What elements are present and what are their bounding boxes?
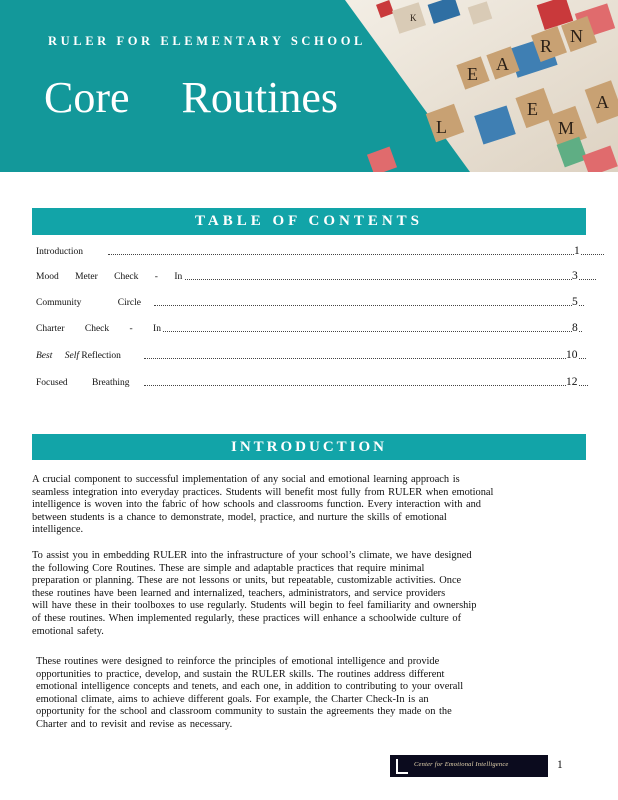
svg-text:A: A — [496, 54, 509, 74]
toc-page-number: 12 — [566, 376, 578, 388]
intro-p1-line: intelligence. — [32, 524, 84, 536]
svg-text:A: A — [596, 92, 609, 112]
toc-page-number: 5 — [572, 296, 578, 308]
intro-paragraph-1 — [32, 474, 564, 537]
intro-p1-line: A crucial component to successful implementation of any social and emotional learning approach is — [32, 474, 460, 485]
svg-text:R: R — [540, 36, 553, 56]
intro-p3-line: opportunities to practice, develop, and sustain the RULER skills. The routines address different — [36, 668, 445, 680]
logo-mark-icon — [396, 759, 408, 774]
title-word-1: Core — [44, 73, 130, 122]
intro-paragraph-3 — [36, 656, 542, 732]
toc-entry-community-circle[interactable] — [36, 298, 596, 312]
toc-leader — [144, 358, 586, 359]
toc-label: Introduction — [36, 247, 83, 257]
intro-p2-line: these routines have been learned and internalized, teachers, administrators, and service providers — [32, 587, 446, 599]
center-logo — [390, 755, 548, 777]
intro-p2-line: the following Core Routines. These are simple and adaptable practices that require minimal — [32, 562, 425, 574]
toc-label-italic: Best Self — [36, 351, 79, 361]
toc-label: Focused Breathing — [36, 378, 130, 388]
header-banner — [0, 0, 618, 172]
toc-leader — [154, 305, 584, 306]
toc-entry-charter-check-in[interactable] — [36, 324, 596, 338]
intro-p3-line: emotional climate, aims to achieve different goals. For example, the Charter Check-In is an — [36, 693, 429, 705]
page-number: 1 — [557, 759, 563, 771]
toc-label: Community Circle — [36, 298, 141, 308]
intro-paragraph-2 — [32, 550, 542, 638]
intro-p1-line: between students is a chance to demonstrate, model, practice, and nurture the skills of emotional — [32, 511, 447, 523]
toc-label: Charter Check - In — [36, 324, 161, 334]
intro-p1-line: intelligence is woven into the fabric of how schools and classrooms function. Every interaction with and — [32, 499, 481, 511]
svg-text:E: E — [527, 99, 538, 119]
page-title — [44, 72, 338, 123]
toc-page-number: 10 — [566, 349, 578, 361]
toc-label: Mood Meter Check - In — [36, 272, 183, 282]
toc-label — [36, 351, 123, 361]
toc-heading: TABLE OF CONTENTS — [32, 208, 586, 235]
intro-p1-line: seamless integration into everyday practices. Students will benefit most fully from RULER when emotional — [32, 486, 494, 498]
toc-page-number: 8 — [572, 322, 578, 334]
intro-p3-line: opportunity for the school and classroom community to sustain the agreements they made on the — [36, 706, 452, 718]
intro-p3-line: These routines were designed to reinforce the principles of emotional intelligence and provide — [36, 656, 440, 667]
introduction-heading: INTRODUCTION — [32, 434, 586, 460]
intro-p2-line: preparation or planning. These are not lessons or units, but repeatable, customizable activities. Once — [32, 575, 462, 587]
school-name: RULER FOR ELEMENTARY SCHOOL — [48, 34, 366, 48]
title-word-2: Routines — [181, 73, 338, 122]
intro-p3-line: emotional intelligence concepts and tenets, and each one, in addition to contributing to your overall — [36, 681, 464, 693]
toc-page-number: 1 — [574, 245, 580, 257]
toc-page-number: 3 — [572, 270, 578, 282]
svg-text:L: L — [436, 117, 447, 137]
logo-text: Center for Emotional Intelligence — [414, 761, 509, 768]
intro-p2-line: To assist you in embedding RULER into the infrastructure of your school’s climate, we have designed — [32, 550, 472, 561]
intro-p2-line: will have these in their toolboxes to use regularly. Students will begin to feel familiarity and ownership — [32, 600, 477, 612]
intro-p2-line: emotional safety. — [32, 625, 104, 637]
toc-entry-introduction[interactable] — [36, 247, 596, 261]
svg-text:N: N — [570, 26, 583, 46]
svg-text:E: E — [467, 64, 478, 84]
toc-leader — [136, 331, 582, 332]
toc-entry-mood-meter[interactable] — [36, 272, 596, 286]
svg-text:K: K — [410, 13, 417, 23]
svg-text:M: M — [558, 118, 575, 138]
toc-label-rest: Reflection — [78, 351, 121, 361]
intro-p3-line: Charter and to revisit and revise as necessary. — [36, 718, 233, 730]
intro-p2-line: of these routines. When implemented regularly, these practices will enhance a schoolwide culture of — [32, 612, 462, 624]
toc-leader — [144, 385, 588, 386]
toc-leader — [108, 254, 604, 255]
toc-entry-focused-breathing[interactable] — [36, 378, 596, 392]
toc-leader — [156, 279, 596, 280]
toc-entry-best-self-reflection[interactable] — [36, 351, 596, 365]
